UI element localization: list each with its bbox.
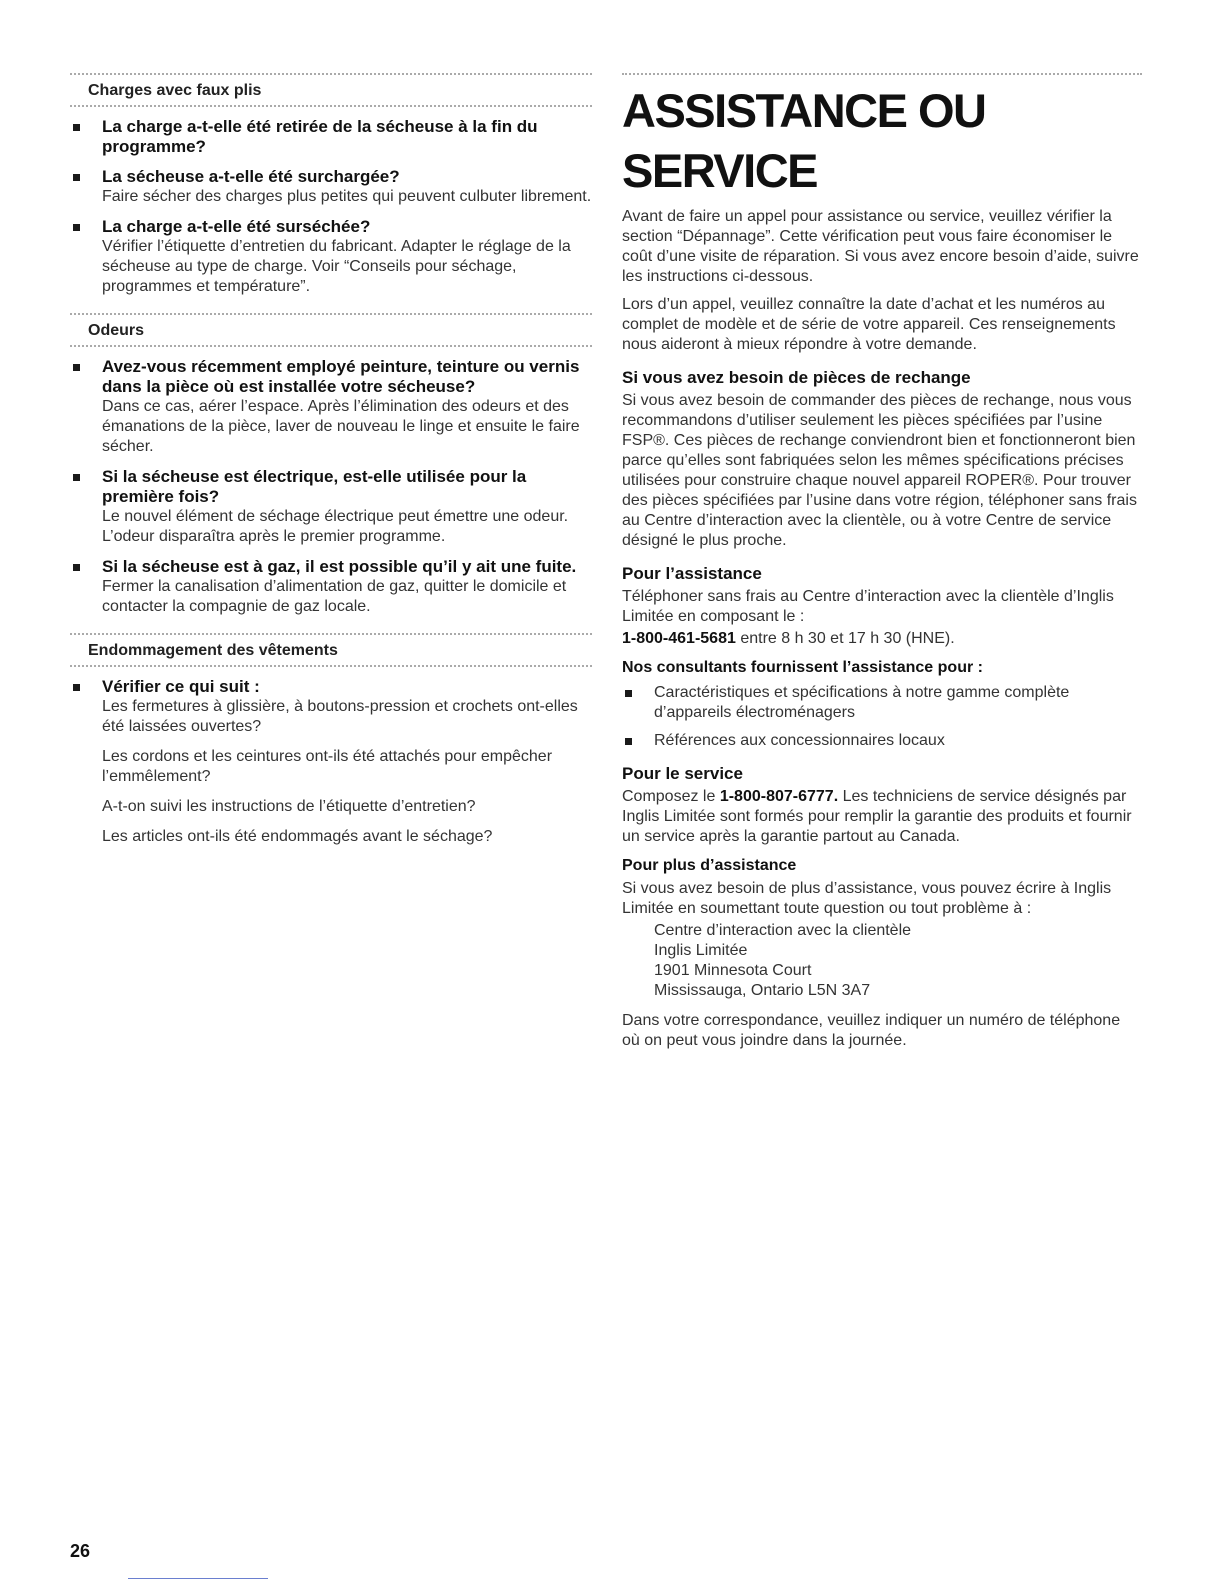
divider	[622, 73, 1142, 75]
question-list	[70, 677, 592, 847]
question: Si la sécheuse est à gaz, il est possible qu’il y ait une fuite.	[102, 557, 577, 576]
service-heading: Pour le service	[622, 764, 743, 783]
list-item: Références aux concessionnaires locaux	[622, 731, 1142, 751]
question-list	[70, 357, 592, 617]
question: La charge a-t-elle été retirée de la sécheuse à la fin du programme?	[102, 117, 538, 156]
consultants-heading: Nos consultants fournissent l’assistance pour :	[622, 659, 983, 676]
list-item	[70, 217, 592, 297]
address-line: Centre d’interaction avec la clientèle	[654, 922, 912, 939]
answer: Vérifier l’étiquette d’entretien du fabricant. Adapter le réglage de la sécheuse au type de charge. Voir “Conseils pour séchage, programmes et température”.	[102, 238, 571, 295]
question: Si la sécheuse est électrique, est-elle utilisée pour la première fois?	[102, 467, 527, 506]
assistance-phone: 1-800-461-5681	[622, 630, 736, 647]
answer: Dans ce cas, aérer l’espace. Après l’élimination des odeurs et des émanations de la pièce, laver de nouveau le linge et ensuite le faire sécher.	[102, 398, 580, 455]
troubleshooting-column	[70, 0, 592, 847]
service-post: Les techniciens de service désignés par Inglis Limitée sont formés pour remplir la garantie des produits et fournir un service après la garantie partout au Canada.	[622, 788, 1132, 845]
assistance-heading: Pour l’assistance	[622, 564, 762, 583]
answer: Fermer la canalisation d’alimentation de gaz, quitter le domicile et contacter la compagnie de gaz locale.	[102, 578, 567, 615]
more-assistance-text: Si vous avez besoin de plus d’assistance, vous pouvez écrire à Inglis Limitée en soumettant toute question ou tout problème à :	[622, 880, 1112, 917]
assistance-phone-line	[622, 629, 1142, 649]
answer: A-t-on suivi les instructions de l’étiquette d’entretien?	[102, 798, 476, 815]
answer: Le nouvel élément de séchage électrique peut émettre une odeur. L’odeur disparaîtra après le premier programme.	[102, 508, 569, 545]
question: La charge a-t-elle été surséchée?	[102, 217, 371, 236]
list-item	[70, 357, 592, 457]
intro-paragraph: Avant de faire un appel pour assistance ou service, veuillez vérifier la section “Dépannage”. Cette vérification peut vous faire économiser le coût d’une visite de réparation. Si vous avez encore besoin d’aide, suivre les instructions ci-dessous.	[622, 208, 1139, 285]
list-item	[70, 467, 592, 547]
service-phone: 1-800-807-6777.	[719, 788, 839, 805]
list-item	[70, 167, 592, 207]
section-heading-odors: Odeurs	[70, 313, 592, 347]
footer-line	[128, 1578, 268, 1579]
section-heading-damage: Endommagement des vêtements	[70, 633, 592, 667]
mailing-address	[622, 921, 1142, 1001]
intro-paragraph-2: Lors d’un appel, veuillez connaître la date d’achat et les numéros au complet de modèle et de série de votre appareil. Ces renseignements nous aideront à mieux répondre à votre demande.	[622, 296, 1116, 353]
list-item: Caractéristiques et spécifications à notre gamme complète d’appareils électroménagers	[622, 683, 1142, 723]
page-title: ASSISTANCE OU SERVICE	[622, 84, 986, 197]
service-pre: Composez le	[622, 788, 720, 805]
consultants-list	[622, 683, 1142, 751]
question: Vérifier ce qui suit :	[102, 677, 260, 696]
closing-text: Dans votre correspondance, veuillez indiquer un numéro de téléphone où on peut vous joindre dans la journée.	[622, 1012, 1121, 1049]
question: Avez-vous récemment employé peinture, teinture ou vernis dans la pièce où est installée votre sécheuse?	[102, 357, 580, 396]
more-assistance-heading: Pour plus d’assistance	[622, 857, 797, 874]
question-list	[70, 117, 592, 297]
address-line: 1901 Minnesota Court	[654, 962, 812, 979]
list-item	[70, 557, 592, 617]
address-line: Mississauga, Ontario L5N 3A7	[654, 982, 871, 999]
parts-heading: Si vous avez besoin de pièces de rechange	[622, 368, 971, 387]
parts-text: Si vous avez besoin de commander des pièces de rechange, nous vous recommandons d’utiliser seulement les pièces spécifiées par l’usine FSP®. Ces pièces de rechange conviendront bien et fonctionneront bien parce qu’elles sont fabriquées selon les mêmes spécifications précises utilisées pour construire chaque nouvel appareil ROPER®. Pour trouver des pièces spécifiées par l’usine dans votre région, téléphoner sans frais au Centre d’interaction avec la clientèle, ou à votre Centre de service désigné le plus proche.	[622, 392, 1137, 549]
service-text	[622, 787, 1142, 847]
section-heading-wrinkles: Charges avec faux plis	[70, 73, 592, 107]
answer: Les articles ont-ils été endommagés avant le séchage?	[102, 828, 493, 845]
answer: Les cordons et les ceintures ont-ils été attachés pour empêcher l’emmêlement?	[102, 748, 553, 785]
assistance-column	[622, 0, 1142, 1059]
page-number: 26	[70, 1541, 91, 1561]
address-line: Inglis Limitée	[654, 942, 748, 959]
assistance-text: Téléphoner sans frais au Centre d’interaction avec la clientèle d’Inglis Limitée en composant le :	[622, 588, 1114, 625]
list-item	[70, 677, 592, 847]
question: La sécheuse a-t-elle été surchargée?	[102, 167, 400, 186]
answer: Les fermetures à glissière, à boutons-pression et crochets ont-elles été laissées ouvertes?	[102, 698, 578, 735]
assistance-hours: entre 8 h 30 et 17 h 30 (HNE).	[735, 630, 955, 647]
list-item	[70, 117, 592, 157]
answer: Faire sécher des charges plus petites qui peuvent culbuter librement.	[102, 188, 592, 205]
